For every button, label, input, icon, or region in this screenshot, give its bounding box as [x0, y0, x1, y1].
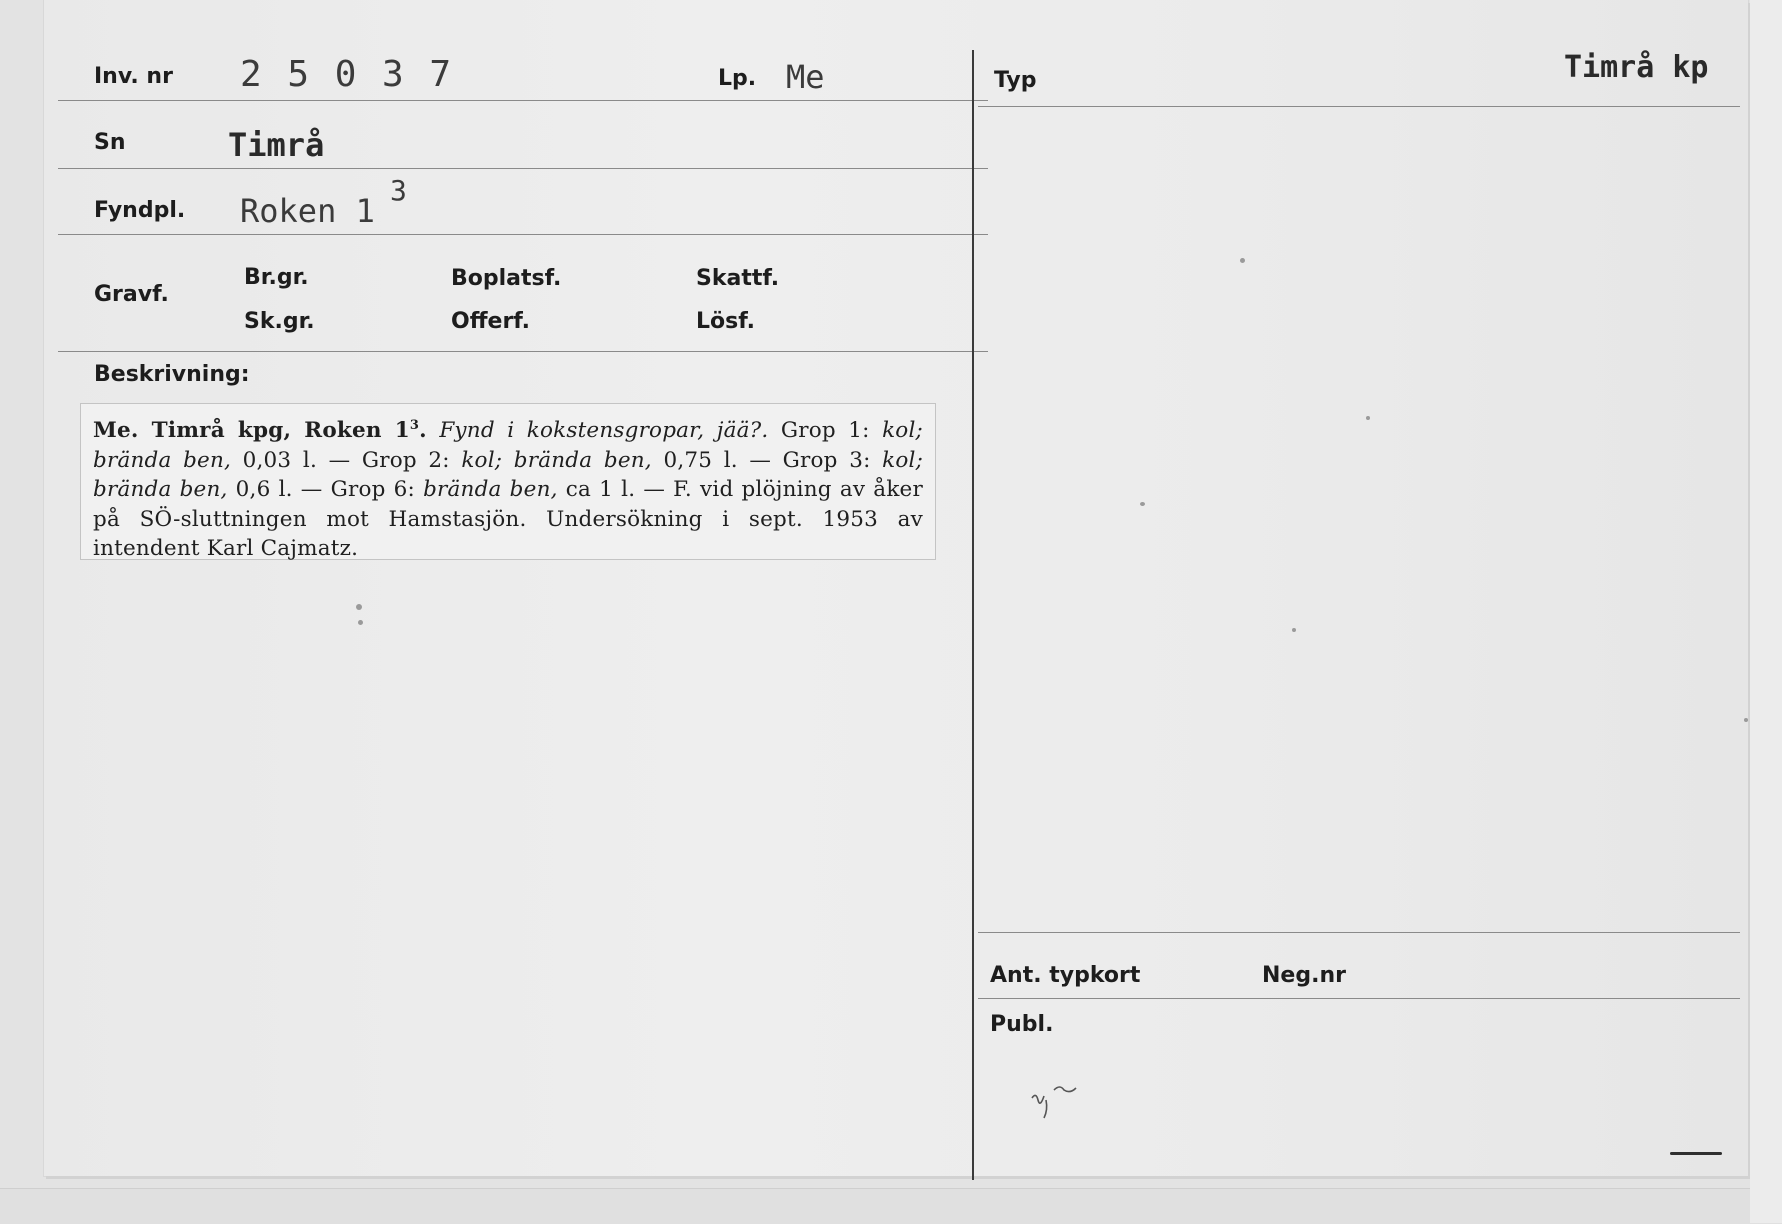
typ-label: Typ [994, 68, 1037, 93]
description-grop-3: 0,75 l. — Grop 3: [663, 447, 871, 473]
fyndpl-superscript: 3 [390, 174, 407, 207]
description-grop-6-content: brända ben, [423, 477, 558, 503]
description-grop-6: 0,6 l. — Grop 6: [235, 477, 415, 503]
skattf-label: Skattf. [696, 266, 780, 291]
beskrivning-label: Beskrivning: [94, 362, 250, 387]
description-grop-2: 0,03 l. — Grop 2: [242, 447, 450, 473]
lp-label: Lp. [718, 66, 757, 91]
column-divider [972, 50, 974, 1180]
description-find-circumstances: ca 1 l. — F. vid plöjning av åker på SÖ-sluttningen mot Hamstasjön. Undersökning i sept. 1953 av intendent Karl Cajmatz. [93, 477, 923, 562]
sn-value: Timrå [228, 126, 325, 164]
typ-value: Timrå kp [1564, 50, 1709, 85]
speck [1140, 502, 1145, 506]
rule-inv [58, 100, 988, 101]
losf-label: Lösf. [696, 309, 755, 334]
description-grop-1-content: kol; brända ben, [93, 418, 923, 473]
description-grop-3-content: kol; brända ben, [93, 447, 924, 503]
ant-typkort-label: Ant. typkort [990, 963, 1141, 988]
description-lead-end: . [419, 418, 427, 444]
description-grop-1: Grop 1: [780, 418, 870, 444]
sk-gr-label: Sk.gr. [244, 309, 315, 334]
speck [1366, 416, 1370, 420]
rule-ant-typkort-top [978, 932, 1740, 933]
br-gr-label: Br.gr. [244, 265, 309, 290]
boplatsf-label: Boplatsf. [451, 266, 562, 291]
description-clipping [80, 403, 936, 560]
sn-label: Sn [94, 130, 126, 155]
inv-nr-label: Inv. nr [94, 64, 173, 89]
description-grop-2-content: kol; brända ben, [461, 447, 652, 473]
catalog-card [44, 0, 1748, 1176]
speck [358, 620, 363, 625]
offerf-label: Offerf. [451, 309, 531, 334]
inv-nr-value: 2 5 0 3 7 [240, 54, 454, 95]
speck [1292, 628, 1296, 632]
rule-fyndpl [58, 234, 988, 235]
fyndpl-label: Fyndpl. [94, 198, 186, 223]
speck [1744, 718, 1748, 722]
rule-gravf [58, 351, 988, 352]
pencil-scribble [1030, 1080, 1090, 1130]
rule-typ [978, 106, 1740, 107]
scan-background-right [1750, 0, 1782, 1223]
speck [356, 604, 362, 610]
fyndpl-value: Roken 1 [240, 192, 375, 230]
rule-publ-top [978, 998, 1740, 999]
scan-background-bottom [0, 1188, 1782, 1224]
description-lead: Me. Timrå kpg, Roken 1 [93, 418, 410, 444]
description-lead-superscript: 3 [409, 418, 420, 433]
lp-value: Me [786, 58, 825, 96]
description-find-type: Fynd i kokstensgropar, jää?. [439, 418, 769, 444]
speck [1240, 258, 1245, 263]
rule-sn [58, 168, 988, 169]
pencil-dash [1670, 1152, 1722, 1155]
publ-label: Publ. [990, 1012, 1054, 1037]
neg-nr-label: Neg.nr [1262, 963, 1346, 988]
gravf-label: Gravf. [94, 282, 169, 307]
